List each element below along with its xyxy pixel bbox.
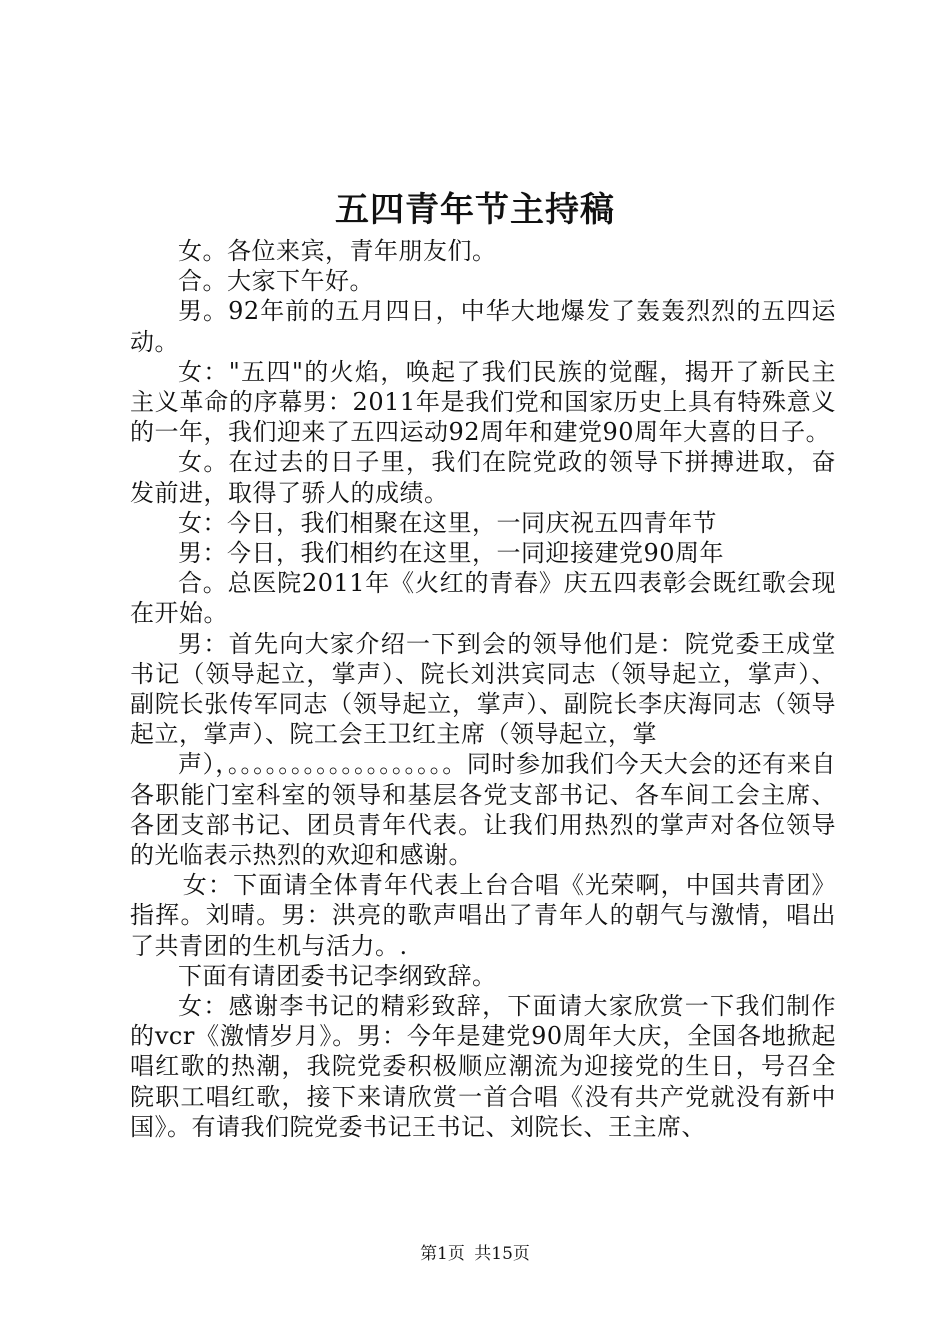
document-body <box>130 236 836 1142</box>
paragraph: 女。在过去的日子里，我们在院党政的领导下拼搏进取，奋发前进，取得了骄人的成绩。 <box>130 448 836 507</box>
page-footer <box>0 1242 950 1266</box>
paragraph: 女：下面请全体青年代表上台合唱《光荣啊，中国共青团》指挥。刘晴。男：洪亮的歌声唱出了青年人的朝气与激情，唱出了共青团的生机与活力。. <box>130 871 836 960</box>
page-total: 共15页 <box>474 1244 530 1264</box>
paragraph: 女：感谢李书记的精彩致辞，下面请大家欣赏一下我们制作的vcr《激情岁月》。男：今年是建党90周年大庆，全国各地掀起唱红歌的热潮，我院党委积极顺应潮流为迎接党的生日，号召全院职工唱红歌，接下来请欣赏一首合唱《没有共产党就没有新中国》。有请我们院党委书记王书记、刘院长、王主席、 <box>130 992 836 1141</box>
paragraph: 女。各位来宾，青年朋友们。 <box>178 237 497 265</box>
paragraph: 合。总医院2011年《火红的青春》庆五四表彰会既红歌会现在开始。 <box>130 569 836 628</box>
page-number: 第1页 <box>420 1244 465 1264</box>
paragraph: 男。92年前的五月四日，中华大地爆发了轰轰烈烈的五四运动。 <box>130 297 836 356</box>
paragraph: 合。大家下午好。 <box>178 267 374 296</box>
paragraph: 男：首先向大家介绍一下到会的领导他们是：院党委王成堂书记（领导起立，掌声）、院长刘洪宾同志（领导起立，掌声）、副院长张传军同志（领导起立，掌声）、副院长李庆海同志（领导起立，掌声）、院工会王卫红主席（领导起立，掌 <box>130 629 836 749</box>
document-title: 五四青年节主持稿 <box>335 190 615 230</box>
paragraph: 男：今日，我们相约在这里，一同迎接建党90周年 <box>178 539 725 568</box>
paragraph: 女：今日，我们相聚在这里，一同庆祝五四青年节 <box>178 508 717 537</box>
paragraph: 下面有请团委书记李纲致辞。 <box>178 961 497 990</box>
paragraph: 女："五四"的火焰，唤起了我们民族的觉醒，揭开了新民主主义革命的序幕男：2011年是我们党和国家历史上具有特殊意义的一年，我们迎来了五四运动92周年和建党90周年大喜的日子。 <box>130 357 836 447</box>
paragraph: 声），。。。。。。。。。。。。。。。。。。同时参加我们今天大会的还有来自各职能门室科室的领导和基层各党支部书记、各车间工会主席、各团支部书记、团员青年代表。让我们用热烈的掌声对各位领导的光临表示热烈的欢迎和感谢。 <box>130 750 836 870</box>
